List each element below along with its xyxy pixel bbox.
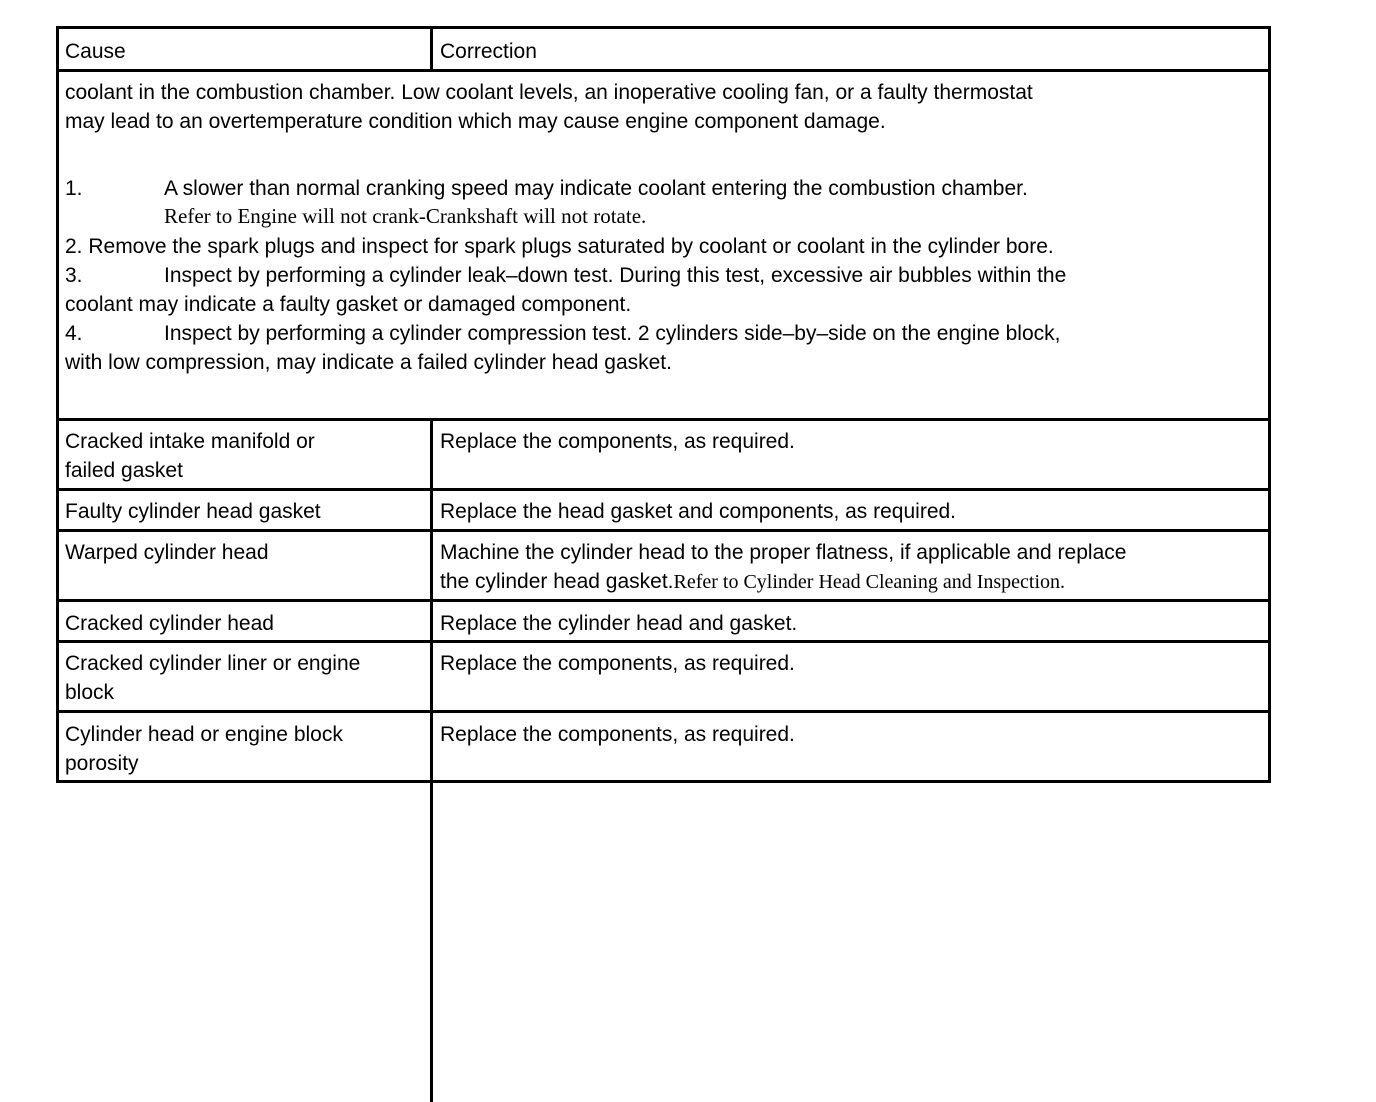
correction-reference: Refer to Cylinder Head Cleaning and Inspection. bbox=[673, 571, 1066, 593]
cause-text: porosity bbox=[65, 752, 139, 775]
cause-text: Cracked intake manifold or bbox=[65, 430, 315, 453]
table-row-correction: Replace the components, as required. bbox=[440, 723, 795, 746]
row-divider bbox=[59, 418, 1268, 421]
step-4-text: Inspect by performing a cylinder compression test. 2 cylinders side–by–side on the engine block, bbox=[164, 322, 1061, 345]
header-cause: Cause bbox=[65, 40, 126, 63]
step-4-number: 4. bbox=[65, 322, 83, 345]
table-row-correction: Replace the components, as required. bbox=[440, 430, 795, 453]
step-4-continued: with low compression, may indicate a failed cylinder head gasket. bbox=[65, 351, 672, 374]
intro-line-1: coolant in the combustion chamber. Low coolant levels, an inoperative cooling fan, or a faulty thermostat bbox=[65, 81, 1033, 104]
row-divider bbox=[59, 69, 1268, 72]
table-row-correction: Replace the cylinder head and gasket. bbox=[440, 612, 798, 635]
table-row-cause: Faulty cylinder head gasket bbox=[65, 500, 321, 523]
intro-line-2: may lead to an overtemperature condition which may cause engine component damage. bbox=[65, 110, 886, 133]
step-1-reference: Refer to Engine will not crank-Crankshaft will not rotate. bbox=[164, 204, 647, 228]
step-1 bbox=[65, 174, 1028, 203]
row-divider bbox=[59, 640, 1268, 643]
column-divider bbox=[430, 421, 433, 1102]
cause-text: Cylinder head or engine block bbox=[65, 723, 343, 746]
table-row-cause: Cracked cylinder head bbox=[65, 612, 274, 635]
step-3-continued: coolant may indicate a faulty gasket or damaged component. bbox=[65, 293, 632, 316]
step-3 bbox=[65, 261, 1066, 290]
step-3-text: Inspect by performing a cylinder leak–down test. During this test, excessive air bubbles within the bbox=[164, 264, 1067, 287]
correction-text-part: the cylinder head gasket. bbox=[440, 570, 674, 593]
step-4 bbox=[65, 319, 1060, 348]
row-divider bbox=[59, 710, 1268, 713]
intro-text bbox=[65, 78, 1265, 136]
diagnostic-table bbox=[56, 26, 1271, 783]
table-row-cause bbox=[65, 649, 425, 707]
cause-text: failed gasket bbox=[65, 459, 183, 482]
table-row-cause bbox=[65, 427, 425, 485]
step-1-number: 1. bbox=[65, 177, 83, 200]
correction-text: Machine the cylinder head to the proper flatness, if applicable and replace bbox=[440, 541, 1127, 564]
correction-text bbox=[440, 567, 1270, 597]
cause-text: block bbox=[65, 681, 115, 704]
column-divider bbox=[430, 29, 433, 69]
cause-text: Cracked cylinder liner or engine bbox=[65, 652, 361, 675]
step-2-text: 2. Remove the spark plugs and inspect for spark plugs saturated by coolant or coolant in the cylinder bore. bbox=[65, 235, 1054, 258]
row-divider bbox=[59, 529, 1268, 532]
row-divider bbox=[59, 599, 1268, 602]
table-row-correction: Replace the components, as required. bbox=[440, 652, 795, 675]
row-divider bbox=[59, 488, 1268, 491]
step-3-number: 3. bbox=[65, 264, 83, 287]
table-row-cause bbox=[65, 720, 425, 778]
header-correction: Correction bbox=[440, 40, 537, 63]
step-1-text: A slower than normal cranking speed may indicate coolant entering the combustion chamber. bbox=[164, 177, 1028, 200]
table-row-correction: Replace the head gasket and components, as required. bbox=[440, 500, 957, 523]
table-row-correction bbox=[440, 538, 1270, 597]
table-row-cause: Warped cylinder head bbox=[65, 541, 269, 564]
